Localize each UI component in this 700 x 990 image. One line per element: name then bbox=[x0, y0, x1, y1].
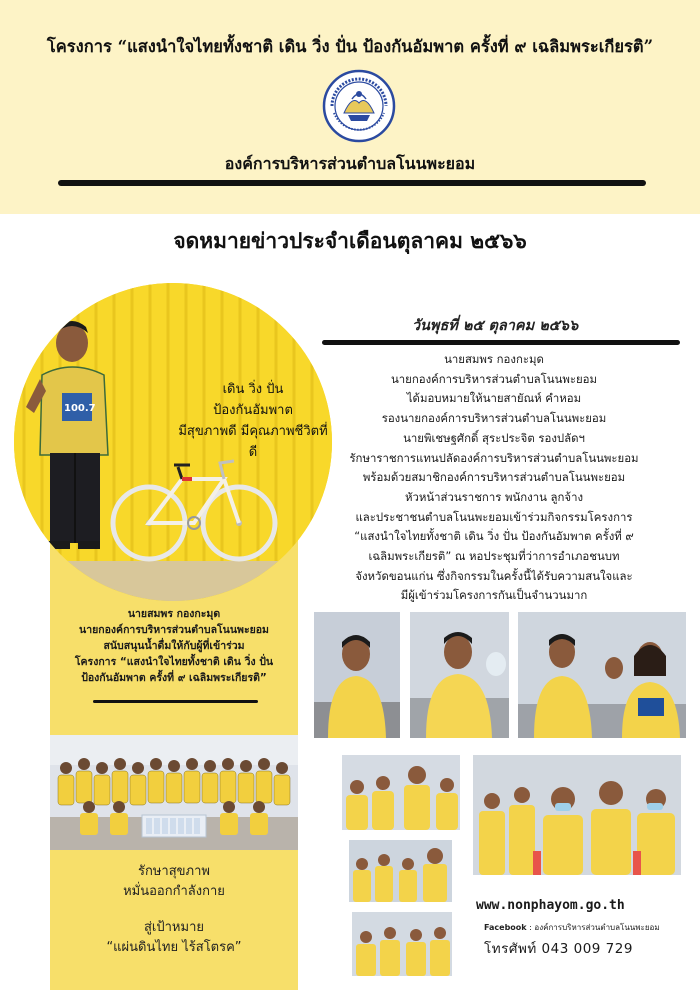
slogan-goal bbox=[50, 918, 298, 958]
support-text-line: สนับสนุนน้ำดื่มให้กับผู้ที่เข้าร่วม bbox=[103, 640, 245, 652]
article-body bbox=[302, 350, 686, 606]
article-date: วันพุธที่ ๒๕ ตุลาคม ๒๕๖๖ bbox=[411, 317, 579, 334]
article-line: รองนายกองค์การบริหารส่วนตำบลโนนพะยอม bbox=[381, 411, 607, 426]
article-line: มีผู้เข้าร่วมโครงการกันเป็นจำนวนมาก bbox=[400, 588, 588, 603]
slogan-line: “แผ่นดินไทย ไร้สโตรค” bbox=[106, 940, 242, 955]
slogan-line: รักษาสุขภาพ bbox=[138, 864, 210, 879]
group-photo bbox=[50, 735, 298, 850]
facebook-label: Facebook bbox=[484, 923, 527, 932]
phone-number: โทรศัพท์ 043 009 729 bbox=[484, 941, 633, 957]
date-divider bbox=[322, 340, 680, 345]
slogan-line: หมั่นออกกำลังกาย bbox=[123, 884, 225, 899]
article-line: “แสงนำใจไทยทั้งชาติ เดิน วิ่ง ปั่น ป้องกันอัมพาต ครั้งที่ ๙ bbox=[354, 529, 634, 544]
event-photo bbox=[410, 612, 509, 738]
support-text-line: โครงการ “แสงนำใจไทยทั้งชาติ เดิน วิ่ง ปั่น bbox=[74, 656, 274, 668]
article-line: นายพิเชษฐศักดิ์ สุระประจิต รองปลัดฯ bbox=[403, 430, 585, 445]
support-text-line: ป้องกันอัมพาต ครั้งที่ ๙ เฉลิมพระเกียรติ” bbox=[81, 672, 267, 684]
event-photo bbox=[342, 755, 460, 830]
newsletter-title: จดหมายข่าวประจำเดือนตุลาคม ๒๕๖๖ bbox=[173, 228, 527, 253]
article-line: ได้มอบหมายให้นายสายัณห์ คำหอม bbox=[406, 391, 582, 406]
slogan-line: สู่เป้าหมาย bbox=[144, 920, 204, 935]
event-photo bbox=[352, 912, 452, 976]
article-line: พร้อมด้วยสมาชิกองค์การบริหารส่วนตำบลโนนพะยอม bbox=[362, 470, 626, 485]
support-text-line: นายสมพร กองกะมุด bbox=[127, 608, 221, 620]
organization-name: องค์การบริหารส่วนตำบลโนนพะยอม bbox=[224, 154, 476, 173]
support-text-line: นายกองค์การบริหารส่วนตำบลโนนพะยอม bbox=[79, 624, 269, 636]
website-url[interactable]: www.nonphayom.go.th bbox=[476, 898, 625, 913]
article-line: จังหวัดขอนแก่น ซึ่งกิจกรรมในครั้งนี้ได้รับความสนใจและ bbox=[355, 568, 633, 583]
support-text bbox=[50, 606, 298, 686]
article-line: นายสมพร กองกะมุด bbox=[444, 352, 544, 366]
article-line: นายกองค์การบริหารส่วนตำบลโนนพะยอม bbox=[390, 371, 598, 386]
slogan-health bbox=[50, 862, 298, 902]
article-line: และประชาชนตำบลโนนพะยอมเข้าร่วมกิจกรรมโครงการ bbox=[355, 509, 633, 524]
hero-caption-line: เดิน วิ่ง ปั่น bbox=[222, 382, 284, 397]
article-line: หัวหน้าส่วนราชการ พนักงาน ลูกจ้าง bbox=[404, 489, 584, 504]
organization-seal-logo bbox=[322, 69, 396, 143]
event-photo bbox=[518, 612, 686, 738]
header-divider bbox=[58, 180, 646, 186]
support-divider bbox=[93, 700, 258, 703]
event-photo bbox=[314, 612, 400, 738]
project-title: โครงการ “แสงนำใจไทยทั้งชาติ เดิน วิ่ง ปั่น ป้องกันอัมพาต ครั้งที่ ๙ เฉลิมพระเกียรติ” bbox=[46, 37, 654, 56]
svg-text:100.7: 100.7 bbox=[64, 403, 96, 414]
hero-caption-line: มีสุขภาพดี มีคุณภาพชีวิตที่ดี bbox=[178, 424, 328, 460]
hero-caption-line: ป้องกันอัมพาต bbox=[213, 403, 293, 418]
article-line: เฉลิมพระเกียรติ” ณ หอประชุมที่ว่าการอำเภอชนบท bbox=[368, 549, 620, 564]
facebook-line bbox=[484, 921, 694, 934]
article-line: รักษาราชการแทนปลัดองค์การบริหารส่วนตำบลโนนพะยอม bbox=[349, 450, 639, 465]
event-photo bbox=[473, 755, 681, 875]
facebook-page-name[interactable]: : องค์การบริหารส่วนตำบลโนนพะยอม bbox=[526, 923, 660, 932]
event-photo bbox=[349, 840, 452, 902]
